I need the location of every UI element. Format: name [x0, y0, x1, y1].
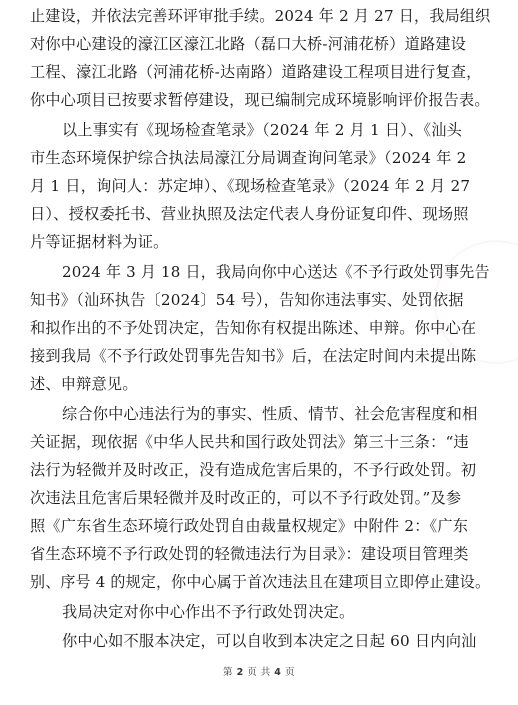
body-line: 止建设，并依法完善环评审批手续。2024 年 2 月 27 日，我局组织	[30, 7, 491, 25]
footer-page-number: 2	[236, 667, 244, 678]
body-line: 工程、濠江北路（河浦花桥-达南路）道路建设工程项目进行复查，	[30, 63, 482, 81]
body-line: 知书》（汕环执告〔2024〕54 号），告知你违法事实、处罚依据	[30, 291, 464, 309]
body-line: 法行为轻微并及时改正，没有造成危害后果的，不予行政处罚。初	[30, 461, 477, 479]
footer-suffix: 页	[284, 667, 295, 678]
footer-middle: 页 共	[247, 667, 271, 678]
body-line: 我局决定对你中心作出不予行政处罚决定。	[62, 603, 355, 621]
body-line: 接到我局《不予行政处罚事先告知书》后，在法定时间内未提出陈	[30, 347, 477, 365]
body-line: 你中心如不服本决定，可以自收到本决定之日起 60 日内向汕	[62, 632, 477, 650]
body-line: 片等证据材料为证。	[30, 233, 169, 251]
body-line: 和拟作出的不予处罚决定，告知你有权提出陈述、申辩。你中心在	[30, 319, 477, 337]
page-footer	[0, 664, 518, 678]
body-line: 日）、授权委托书、营业执照及法定代表人身份证复印件、现场照	[30, 205, 469, 223]
body-line: 你中心项目已按要求暂停建设，现已编制完成环境影响评价报告表。	[30, 91, 490, 109]
footer-prefix: 第	[223, 667, 234, 678]
body-line: 次违法且危害后果轻微并及时改正的，可以不予行政处罚。”及参	[30, 489, 462, 507]
body-line: 述、申辩意见。	[30, 375, 138, 393]
body-line: 省生态环境不予行政处罚的轻微违法行为目录》：建设项目管理类	[30, 545, 469, 563]
body-line: 综合你中心违法行为的事实、性质、情节、社会危害程度和相	[62, 405, 478, 423]
body-line: 2024 年 3 月 18 日，我局向你中心送达《不予行政处罚事先告	[62, 263, 490, 281]
body-line: 关证据，现依据《中华人民共和国行政处罚法》第三十三条：“违	[30, 433, 469, 451]
footer-total-pages: 4	[274, 667, 282, 678]
body-line: 月 1 日，询问人：苏定坤）、《现场检查笔录》（2024 年 2 月 27	[30, 177, 471, 195]
body-line: 别、序号 4 的规定，你中心属于首次违法且在建项目立即停止建设。	[30, 573, 491, 591]
body-line: 对你中心建设的濠江区濠江北路（磊口大桥-河浦花桥）道路建设	[30, 35, 467, 53]
body-line: 照《广东省生态环境行政处罚自由裁量权规定》中附件 2：《广东	[30, 517, 469, 535]
body-line: 市生态环境保护综合执法局濠江分局调查询问笔录》（2024 年 2	[30, 149, 467, 167]
body-line: 以上事实有《现场检查笔录》（2024 年 2 月 1 日）、《汕头	[62, 121, 463, 139]
